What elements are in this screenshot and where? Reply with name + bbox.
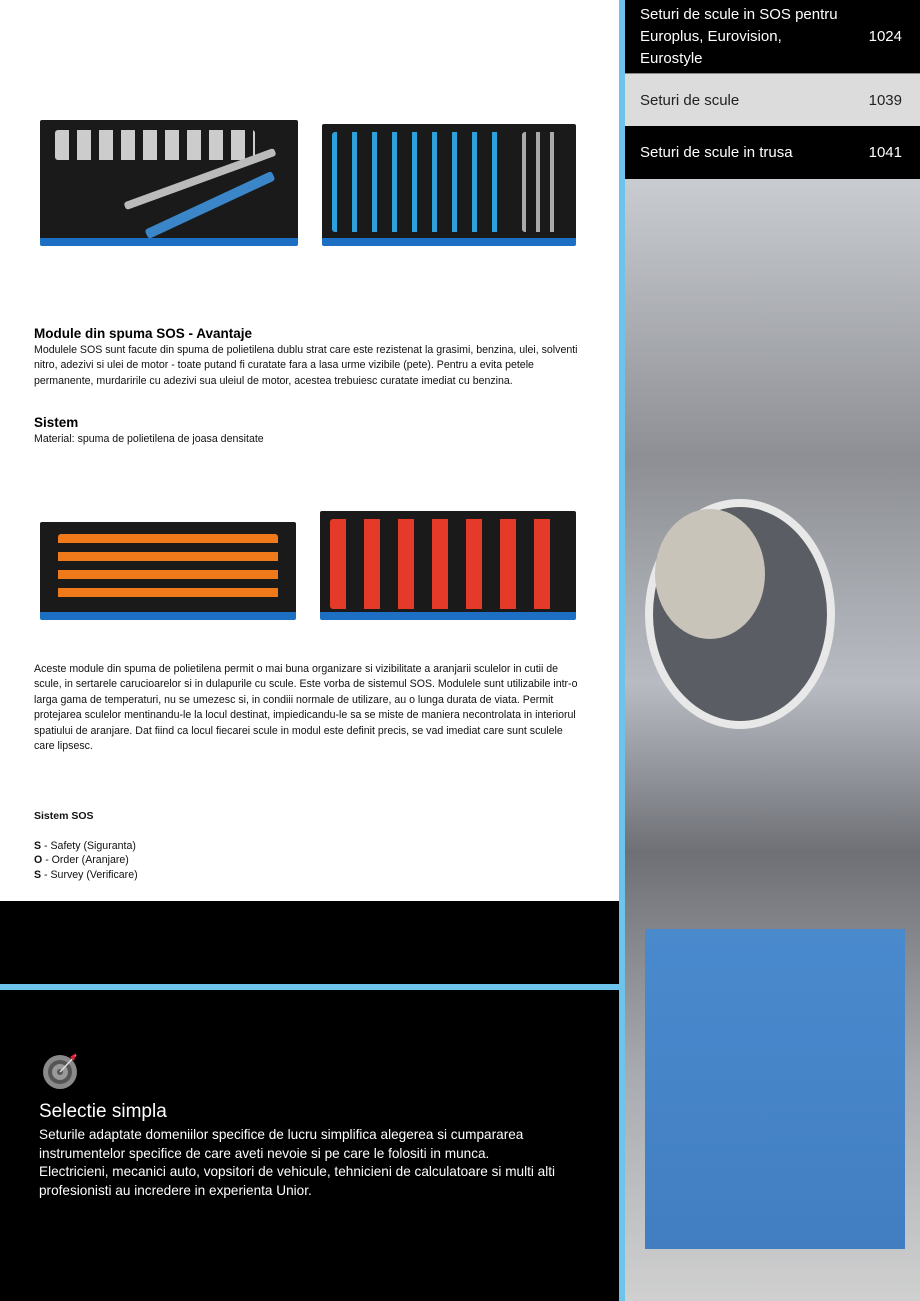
sos-list [34, 839, 594, 883]
sos-item: S - Survey (Verificare) [34, 868, 138, 881]
system-heading: Sistem [34, 415, 79, 430]
nav-item-case-sets[interactable] [625, 126, 920, 179]
nav-item-label: Seturi de scule [640, 91, 740, 109]
advantages-text: Modulele SOS sunt facute din spuma de polietilena dublu strat care este rezistenat la grasimi, benzina, ulei, solventi nitro, adezivi si ulei de motor - toate putand fi curatate fara a lasa urme vizibile (pete). Pentru a evita petele permanente, murdaririle cu adezivi sua uleiul de motor, acestea trebuiesc curatate imediat cu benzina. [34, 344, 578, 387]
nav-item-sos-sets[interactable] [625, 0, 920, 73]
advantages-heading: Module din spuma SOS - Avantaje [34, 326, 253, 341]
nav-item-page: 1039 [868, 91, 902, 109]
nav-item-page: 1024 [868, 28, 902, 45]
pliers-tray-image [320, 511, 576, 620]
selection-text: Seturile adaptate domeniilor specifice de lucru simplifica alegerea si cumpararea instrumentelor specifice de care aveti nevoie si pe care le folositi in munca. Electricieni, mecanici auto, vopsitori de vehicule, tehnicieni de calculatoare si multi alti profesionisti au incredere in experienta Unior. [39, 1127, 556, 1198]
sos-heading: Sistem SOS [34, 810, 94, 822]
hex-key-tray-image [322, 124, 576, 246]
nav-item-label: Seturi de scule in trusa [640, 144, 793, 161]
description-text: Aceste module din spuma de polietilena permit o mai buna organizare si vizibilitate a aranjarii sculelor in cutii de scule, in sertarele carucioarelor si in dulapurile cu scule. Este vorba de sistemul SOS. Modulele sunt utilizabile intr-o larga gama de temperaturi, nu se umezesc si, in condiii normale de utilizare, au o lunga durata de viata. Permit protejarea sculelor mentinandu-le la locul destinat, impiedicandu-le sa se miste de maniera necontrolata in interiorul spatiului de aranjare. Dat fiind ca locul fiecarei scule in modul este definit precis, se vad imediat care sunt sculele care lipsesc. [34, 663, 578, 753]
socket-set-tray-image [40, 120, 298, 246]
hangar-tool-cart-photo [625, 179, 920, 1301]
nav-item-page: 1041 [868, 144, 902, 161]
selection-heading: Selectie simpla [39, 1101, 167, 1122]
sos-item: S - Safety (Siguranta) [34, 840, 136, 852]
nav-item-label: Seturi de scule in SOS pentru Europlus, Eurovision, Eurostyle [640, 5, 838, 67]
target-icon [40, 1051, 80, 1091]
divider-accent [0, 984, 619, 990]
nav-item-tool-sets[interactable] [625, 73, 920, 126]
screwdriver-tray-image [40, 522, 296, 620]
sos-item: O - Order (Aranjare) [34, 854, 129, 867]
system-text: Material: spuma de polietilena de joasa densitate [34, 433, 264, 445]
